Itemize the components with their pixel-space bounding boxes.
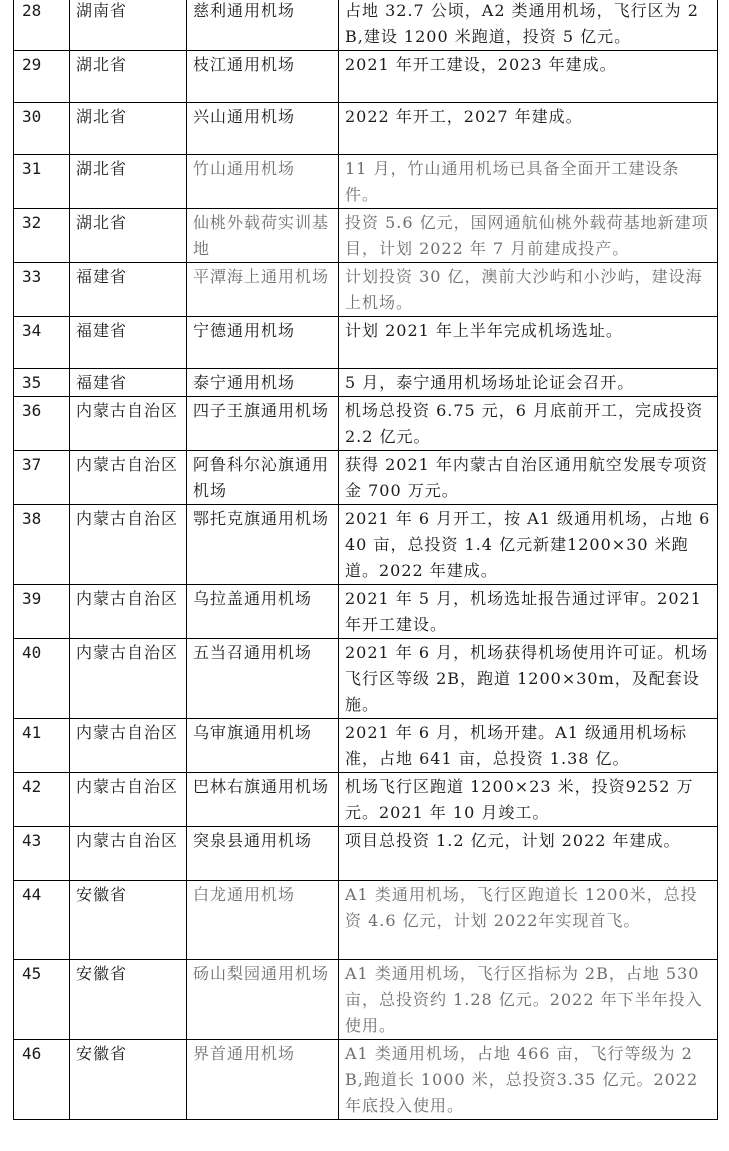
table-body bbox=[14, 0, 718, 1120]
row-number: 34 bbox=[14, 317, 70, 369]
province-cell: 内蒙古自治区 bbox=[70, 585, 187, 639]
airport-name-cell: 五当召通用机场 bbox=[187, 639, 339, 719]
province-cell: 内蒙古自治区 bbox=[70, 397, 187, 451]
row-number: 31 bbox=[14, 155, 70, 209]
table-row bbox=[14, 0, 718, 51]
table-row bbox=[14, 451, 718, 505]
airport-name-cell: 竹山通用机场 bbox=[187, 155, 339, 209]
airport-name-cell: 枝江通用机场 bbox=[187, 51, 339, 103]
province-cell: 湖北省 bbox=[70, 155, 187, 209]
row-number: 28 bbox=[14, 0, 70, 51]
airport-name-cell: 阿鲁科尔沁旗通用机场 bbox=[187, 451, 339, 505]
row-number: 43 bbox=[14, 827, 70, 881]
table-row bbox=[14, 505, 718, 585]
province-cell: 湖北省 bbox=[70, 51, 187, 103]
project-detail-cell: 项目总投资 1.2 亿元，计划 2022 年建成。 bbox=[339, 827, 718, 881]
project-detail-cell: 2021 年 6 月，机场获得机场使用许可证。机场飞行区等级 2B，跑道 1200×30m，及配套设施。 bbox=[339, 639, 718, 719]
row-number: 37 bbox=[14, 451, 70, 505]
table-row bbox=[14, 103, 718, 155]
row-number: 44 bbox=[14, 881, 70, 960]
project-detail-cell: 2021 年 6 月，机场开建。A1 级通用机场标准，占地 641 亩，总投资 1.38 亿。 bbox=[339, 719, 718, 773]
airport-name-cell: 兴山通用机场 bbox=[187, 103, 339, 155]
airport-name-cell: 乌审旗通用机场 bbox=[187, 719, 339, 773]
project-detail-cell: 2021 年开工建设，2023 年建成。 bbox=[339, 51, 718, 103]
table-row bbox=[14, 263, 718, 317]
province-cell: 湖北省 bbox=[70, 209, 187, 263]
province-cell: 内蒙古自治区 bbox=[70, 827, 187, 881]
row-number: 41 bbox=[14, 719, 70, 773]
airport-name-cell: 砀山梨园通用机场 bbox=[187, 960, 339, 1040]
province-cell: 内蒙古自治区 bbox=[70, 451, 187, 505]
row-number: 40 bbox=[14, 639, 70, 719]
airport-name-cell: 四子王旗通用机场 bbox=[187, 397, 339, 451]
province-cell: 安徽省 bbox=[70, 960, 187, 1040]
project-detail-cell: 机场总投资 6.75 元，6 月底前开工，完成投资 2.2 亿元。 bbox=[339, 397, 718, 451]
province-cell: 内蒙古自治区 bbox=[70, 773, 187, 827]
table-row bbox=[14, 881, 718, 960]
project-detail-cell: 2022 年开工，2027 年建成。 bbox=[339, 103, 718, 155]
province-cell: 湖北省 bbox=[70, 103, 187, 155]
table-row bbox=[14, 585, 718, 639]
airport-name-cell: 白龙通用机场 bbox=[187, 881, 339, 960]
project-detail-cell: 2021 年 5 月，机场选址报告通过评审。2021 年开工建设。 bbox=[339, 585, 718, 639]
row-number: 38 bbox=[14, 505, 70, 585]
project-detail-cell: 5 月，泰宁通用机场场址论证会召开。 bbox=[339, 369, 718, 397]
airport-name-cell: 平潭海上通用机场 bbox=[187, 263, 339, 317]
table-row bbox=[14, 317, 718, 369]
airport-name-cell: 巴林右旗通用机场 bbox=[187, 773, 339, 827]
project-detail-cell: 2021 年 6 月开工，按 A1 级通用机场，占地 640 亩，总投资 1.4 亿元新建1200×30 米跑道。2022 年建成。 bbox=[339, 505, 718, 585]
row-number: 46 bbox=[14, 1040, 70, 1120]
table-row bbox=[14, 397, 718, 451]
table-row bbox=[14, 827, 718, 881]
row-number: 42 bbox=[14, 773, 70, 827]
airport-name-cell: 宁德通用机场 bbox=[187, 317, 339, 369]
table-row bbox=[14, 1040, 718, 1120]
province-cell: 安徽省 bbox=[70, 881, 187, 960]
airport-name-cell: 慈利通用机场 bbox=[187, 0, 339, 51]
table-row bbox=[14, 209, 718, 263]
airport-name-cell: 乌拉盖通用机场 bbox=[187, 585, 339, 639]
project-detail-cell: A1 类通用机场，飞行区指标为 2B，占地 530 亩，总投资约 1.28 亿元。2022 年下半年投入使用。 bbox=[339, 960, 718, 1040]
row-number: 32 bbox=[14, 209, 70, 263]
table-row bbox=[14, 369, 718, 397]
airport-name-cell: 突泉县通用机场 bbox=[187, 827, 339, 881]
project-detail-cell: A1 类通用机场，占地 466 亩，飞行等级为 2B,跑道长 1000 米，总投资3.35 亿元。2022 年底投入使用。 bbox=[339, 1040, 718, 1120]
row-number: 33 bbox=[14, 263, 70, 317]
project-detail-cell: A1 类通用机场，飞行区跑道长 1200米，总投资 4.6 亿元，计划 2022年实现首飞。 bbox=[339, 881, 718, 960]
project-detail-cell: 计划 2021 年上半年完成机场选址。 bbox=[339, 317, 718, 369]
table-row bbox=[14, 773, 718, 827]
airport-name-cell: 泰宁通用机场 bbox=[187, 369, 339, 397]
project-detail-cell: 计划投资 30 亿，澳前大沙屿和小沙屿，建设海上机场。 bbox=[339, 263, 718, 317]
row-number: 39 bbox=[14, 585, 70, 639]
table-row bbox=[14, 719, 718, 773]
project-detail-cell: 占地 32.7 公顷，A2 类通用机场，飞行区为 2B,建设 1200 米跑道，投资 5 亿元。 bbox=[339, 0, 718, 51]
province-cell: 福建省 bbox=[70, 369, 187, 397]
airport-name-cell: 界首通用机场 bbox=[187, 1040, 339, 1120]
province-cell: 内蒙古自治区 bbox=[70, 719, 187, 773]
airport-name-cell: 鄂托克旗通用机场 bbox=[187, 505, 339, 585]
row-number: 29 bbox=[14, 51, 70, 103]
province-cell: 福建省 bbox=[70, 263, 187, 317]
project-detail-cell: 获得 2021 年内蒙古自治区通用航空发展专项资金 700 万元。 bbox=[339, 451, 718, 505]
airport-projects-table bbox=[13, 0, 718, 1120]
row-number: 45 bbox=[14, 960, 70, 1040]
province-cell: 安徽省 bbox=[70, 1040, 187, 1120]
project-detail-cell: 投资 5.6 亿元，国网通航仙桃外载荷基地新建项目，计划 2022 年 7 月前建成投产。 bbox=[339, 209, 718, 263]
row-number: 35 bbox=[14, 369, 70, 397]
province-cell: 内蒙古自治区 bbox=[70, 639, 187, 719]
project-detail-cell: 机场飞行区跑道 1200×23 米，投资9252 万元。2021 年 10 月竣工。 bbox=[339, 773, 718, 827]
row-number: 30 bbox=[14, 103, 70, 155]
table-row bbox=[14, 51, 718, 103]
province-cell: 内蒙古自治区 bbox=[70, 505, 187, 585]
table-row bbox=[14, 960, 718, 1040]
airport-name-cell: 仙桃外载荷实训基地 bbox=[187, 209, 339, 263]
table-row bbox=[14, 639, 718, 719]
province-cell: 福建省 bbox=[70, 317, 187, 369]
row-number: 36 bbox=[14, 397, 70, 451]
province-cell: 湖南省 bbox=[70, 0, 187, 51]
table-row bbox=[14, 155, 718, 209]
project-detail-cell: 11 月，竹山通用机场已具备全面开工建设条件。 bbox=[339, 155, 718, 209]
